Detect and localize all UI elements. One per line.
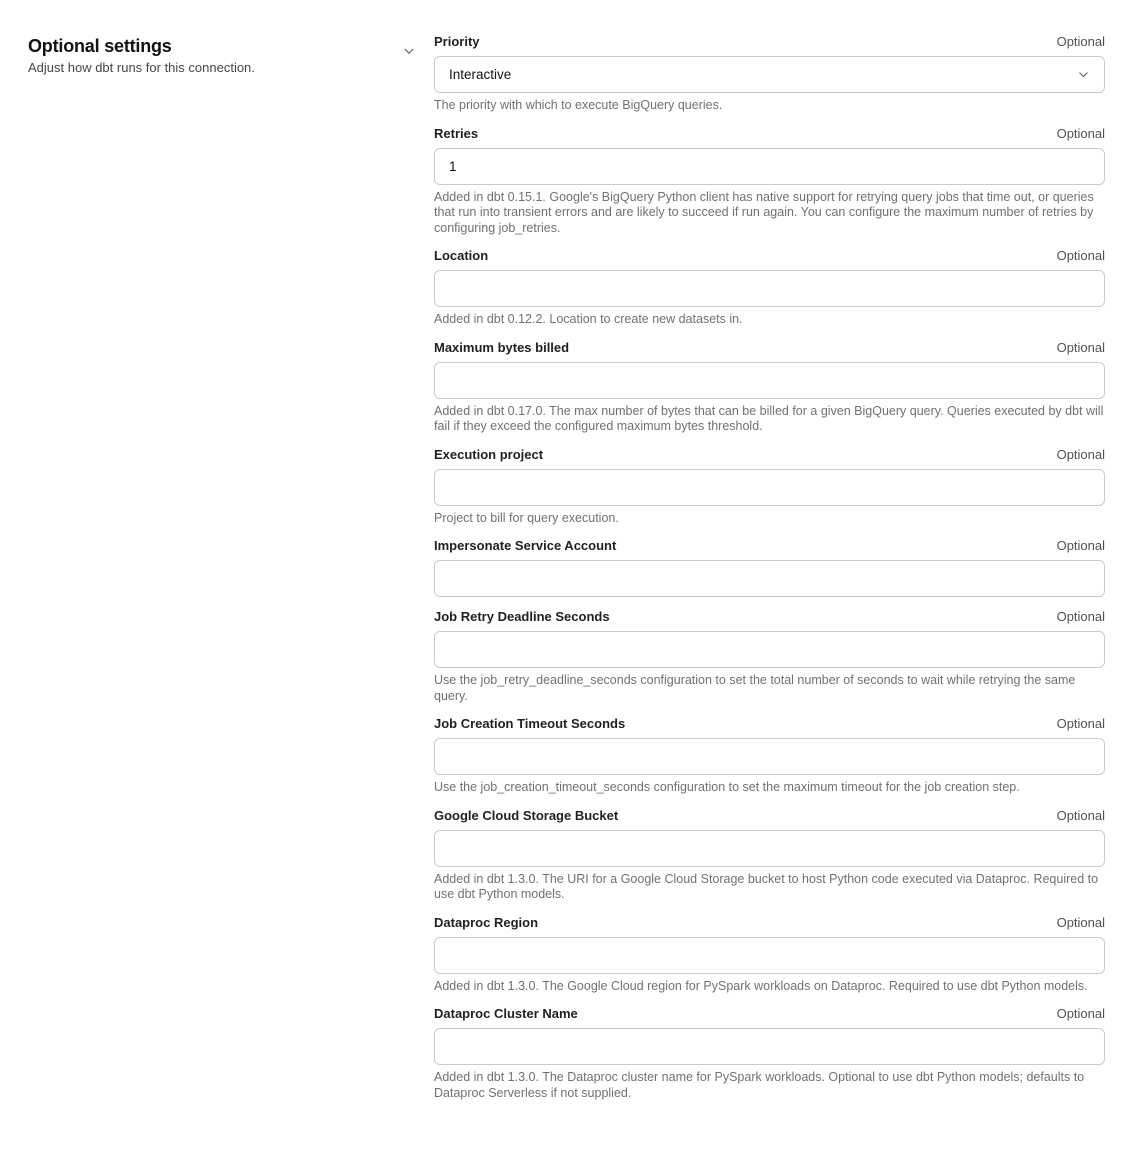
dataproc-region-field-group [434, 915, 1105, 995]
dataproc-cluster-name-help-text: Added in dbt 1.3.0. The Dataproc cluster name for PySpark workloads. Optional to use dbt Python models; defaults to Dataproc Serverless if not supplied. [434, 1070, 1085, 1100]
optional-badge: Optional [1056, 34, 1105, 49]
optional-badge: Optional [1056, 446, 1105, 462]
maximum-bytes-billed-help-text: Added in dbt 0.17.0. The max number of bytes that can be billed for a given BigQuery query. Queries executed by dbt will fail if they exceed the configured maximum bytes threshold. [434, 403, 1104, 433]
optional-badge: Optional [1056, 538, 1105, 553]
optional-badge: Optional [1056, 807, 1105, 823]
maximum-bytes-billed-field-group [434, 340, 1105, 435]
field-label: Execution project [434, 446, 544, 462]
field-label: Google Cloud Storage Bucket [434, 807, 619, 823]
maximum-bytes-billed-input[interactable] [434, 362, 1105, 399]
job-creation-timeout-seconds-help-text: Use the job_creation_timeout_seconds configuration to set the maximum timeout for the job creation step. [434, 780, 1020, 794]
field-label: Retries [434, 125, 479, 141]
priority-select[interactable] [434, 56, 1105, 93]
retries-help-text: Added in dbt 0.15.1. Google's BigQuery Python client has native support for retrying query jobs that time out, or queries that run into transient errors and are likely to succeed if run again. You can configure the maximum number of retries by configuring job_retries. [434, 189, 1094, 235]
impersonate-service-account-field-group [434, 538, 1105, 597]
field-label-row [434, 808, 1105, 824]
section-title: Optional settings [28, 36, 172, 56]
google-cloud-storage-bucket-field-group [434, 808, 1105, 903]
field-label-row [434, 34, 1105, 50]
location-help-text: Added in dbt 0.12.2. Location to create new datasets in. [434, 312, 743, 326]
optional-badge: Optional [1056, 248, 1105, 263]
section-collapse-button[interactable] [400, 42, 418, 60]
field-label-row [434, 447, 1105, 463]
execution-project-field-group [434, 447, 1105, 527]
field-label: Job Retry Deadline Seconds [434, 609, 610, 624]
field-label-row [434, 126, 1105, 142]
field-label-row [434, 609, 1105, 625]
dataproc-cluster-name-input[interactable] [434, 1028, 1105, 1065]
select-value: Interactive [449, 67, 512, 82]
job-creation-timeout-seconds-input[interactable] [434, 738, 1105, 775]
location-field-group [434, 248, 1105, 328]
field-label: Job Creation Timeout Seconds [434, 716, 626, 731]
job-retry-deadline-seconds-input[interactable] [434, 631, 1105, 668]
field-label-row [434, 915, 1105, 931]
optional-badge: Optional [1056, 339, 1105, 355]
field-label-row [434, 716, 1105, 732]
optional-badge: Optional [1056, 609, 1105, 624]
retries-input[interactable] [434, 148, 1105, 185]
dataproc-region-input[interactable] [434, 937, 1105, 974]
priority-field-group [434, 34, 1105, 114]
job-retry-deadline-seconds-field-group [434, 609, 1105, 704]
section-subtitle: Adjust how dbt runs for this connection. [28, 60, 255, 75]
field-label: Location [434, 248, 489, 263]
execution-project-help-text: Project to bill for query execution. [434, 510, 619, 525]
section-intro [28, 34, 418, 77]
priority-help-text: The priority with which to execute BigQuery queries. [434, 98, 723, 112]
job-creation-timeout-seconds-field-group [434, 716, 1105, 796]
google-cloud-storage-bucket-help-text: Added in dbt 1.3.0. The URI for a Google Cloud Storage bucket to host Python code executed via Dataproc. Required to use dbt Python models. [434, 871, 1099, 901]
field-label-row [434, 340, 1105, 356]
dataproc-cluster-name-field-group [434, 1006, 1105, 1101]
chevron-down-icon [402, 44, 416, 58]
section-intro-text [28, 34, 255, 77]
field-label: Dataproc Region [434, 914, 539, 930]
optional-badge: Optional [1056, 1006, 1105, 1021]
dataproc-region-help-text: Added in dbt 1.3.0. The Google Cloud region for PySpark workloads on Dataproc. Required to use dbt Python models. [434, 978, 1088, 993]
field-label-row [434, 1006, 1105, 1022]
optional-badge: Optional [1056, 125, 1105, 141]
field-label: Maximum bytes billed [434, 339, 570, 355]
optional-badge: Optional [1056, 716, 1105, 731]
google-cloud-storage-bucket-input[interactable] [434, 830, 1105, 867]
optional-badge: Optional [1056, 914, 1105, 930]
location-input[interactable] [434, 270, 1105, 307]
field-label: Priority [434, 34, 480, 49]
impersonate-service-account-input[interactable] [434, 560, 1105, 597]
field-label: Dataproc Cluster Name [434, 1006, 578, 1021]
job-retry-deadline-seconds-help-text: Use the job_retry_deadline_seconds configuration to set the total number of seconds to wait while retrying the same query. [434, 673, 1076, 703]
field-label-row [434, 538, 1105, 554]
field-label-row [434, 248, 1105, 264]
retries-field-group [434, 126, 1105, 237]
chevron-down-icon [1077, 68, 1090, 81]
field-label: Impersonate Service Account [434, 538, 617, 553]
execution-project-input[interactable] [434, 469, 1105, 506]
form-fields [434, 34, 1105, 1113]
